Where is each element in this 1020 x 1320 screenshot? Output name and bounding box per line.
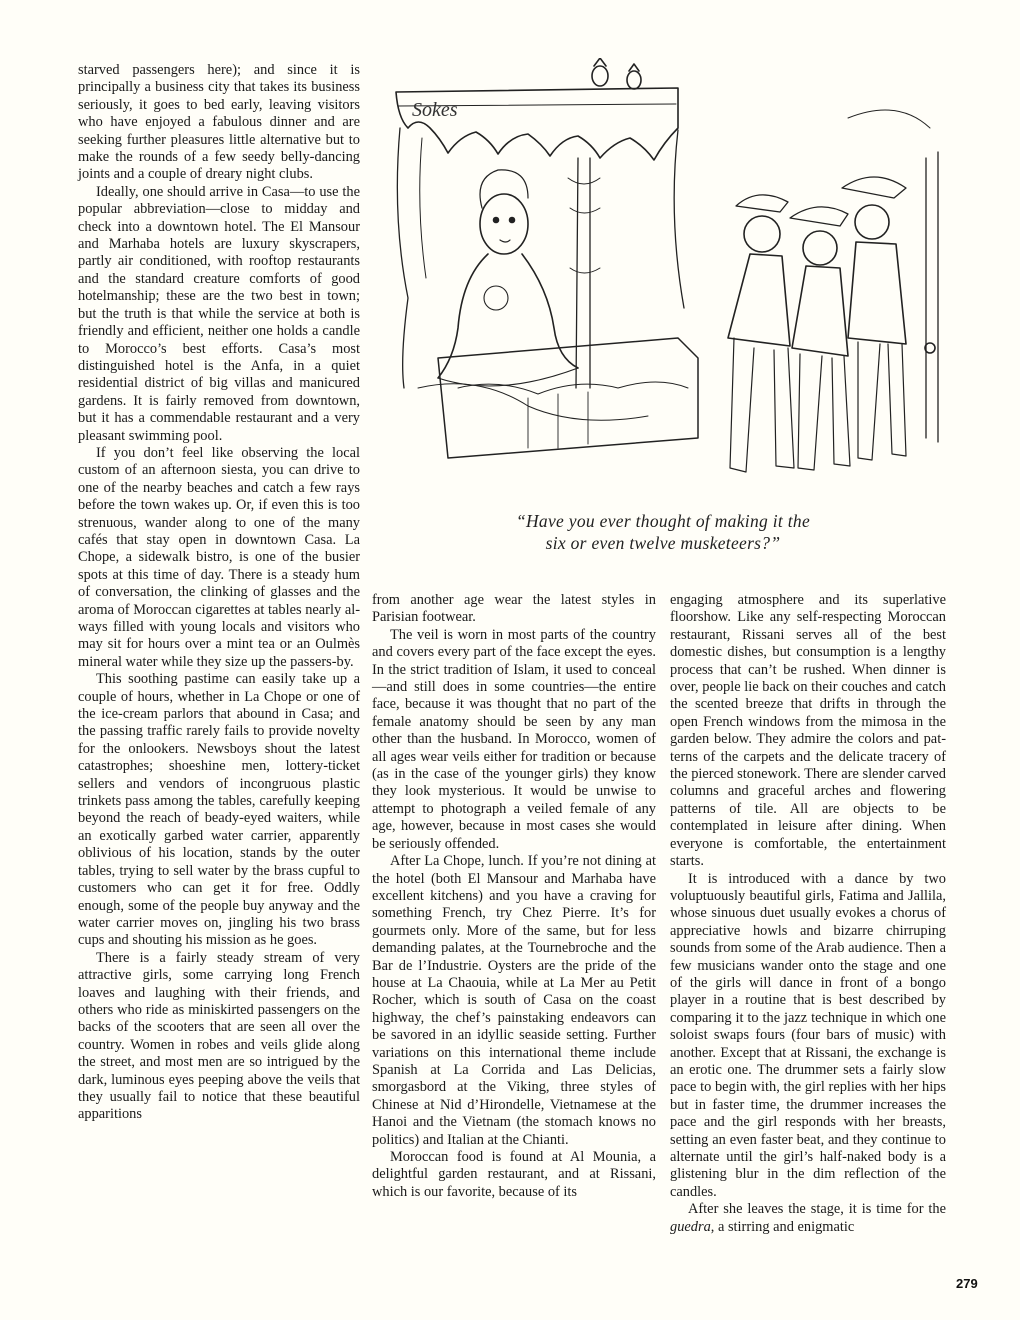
cartoon-caption: [378, 510, 948, 554]
caption-line: “Have you ever thought of making it the: [515, 511, 811, 531]
paragraph: The veil is worn in most parts of the country and covers every part of the face except the eyes. In the strict tradition of Islam, it used to conceal—and still does in some countries—the entire face, because it was thought that no part of the female anatomy should be seen by any man other than the husband. In Morocco, women of all ages wear veils either for tradition or because (as in the case of the younger girls) they know they look mysterious. It would be unwise to attempt to photograph a veiled female of any age, however, because in most cases she would be seriously offended.: [372, 626, 656, 852]
italic-term: guedra: [670, 1218, 711, 1235]
door-frame: [926, 152, 938, 442]
drape: [397, 128, 408, 388]
drape: [674, 130, 684, 308]
musketeer-figure: [790, 207, 850, 470]
paragraph: After La Chope, lunch. If you’re not dining at the hotel (both El Mansour and Marhaba have excellent kitchens) and you have a craving for something French, try Chez Pierre. It’s for gourmets only. More of the same, but for less demanding palates, at the Tournebroche and the Bar de l’Industrie. Oysters are the pride of the house at La Chaouia, while at La Mer au Petit Rocher, which is south of Casa on the coast highway, the chef’s painstaking endeavors can be savored in an idyllic seaside setting. Further variations on this international theme include Spanish at La Corrida and Las Delicias, smorgasbord at the Viking, three styles of Chinese at Nid d’Hirondelle, Vietnamese at the Hanoi and the Vietnam (the stomach knows no politics) and Italian at the Chianti.: [372, 853, 656, 1148]
page-number: 279: [956, 1276, 978, 1291]
cartoon-illustration: [378, 58, 948, 504]
text-run: After she leaves the stage, it is time for the: [688, 1201, 946, 1218]
musketeer-figure: [842, 177, 906, 460]
paragraph: It is introduced with a dance by two voluptuously beautiful girls, Fatima and Jallila, whose sinuous duet usually evokes a chorus of appreciative howls and bizarre chirruping sounds from some of the Arab audience. Then a few musicians wander onto the stage and one of the girls will dance in front of a bongo player in a routine that is best described by comparing it to the jazz technique in which one soloist swaps fours (four bars of music) with another. Except that at Rissani, the exchange is an erotic one. The drummer sets a fairly slow pace to begin with, the girl replies with her hips but in faster time, the drummer increases the pace and the girl responds with her breasts, setting an even faster beat, and they continue to alternate until the girl’s half-naked body is a glistening blur in the dim reflection of the candles.: [670, 870, 946, 1200]
paragraph: Ideally, one should arrive in Casa—to use the popular abbreviation—close to midday and check into a downtown hotel. The El Mansour and Marhaba hotels are luxury skyscrapers, partly air conditioned, with rooftop restaurants and the standard creature comforts of good hotelmanship; these are the two best in town; but the truth is that while the service at both is friendly and efficient, neither one holds a candle to Morocco’s best efforts. Casa’s most distinguished hotel is the Anfa, in a quiet residential district of big villas and manicured gardens. It is fairly removed from downtown, but it has a commendable restaurant and a very pleasant swimming pool.: [78, 183, 360, 444]
paragraph: engaging atmosphere and its superlative floorshow. Like any self-respecting Moroccan restaurant, Rissani serves all of the best domestic dishes, but consumption is a lengthy process that can’t be rushed. When dinner is over, people lie back on their couches and catch the scented breeze that drifts in through the open French windows from the mimosa in the garden below. They admire the colors and patterns of the carpets and the delicate tracery of the pierced stonework. There are slender carved columns and graceful arches and flowering patterns of tile. All are objects to be contemplated in leisure after dining. When everyone is comfortable, the entertainment starts.: [670, 592, 946, 870]
artist-signature: Sokes: [412, 99, 458, 121]
text-column-right: [670, 592, 946, 1236]
finial-icon: [627, 64, 641, 89]
paragraph: This soothing pastime can easily take up a couple of hours, whether in La Chope or one of the ice-cream parlors that abound in Casa; and the passing traffic rarely fails to provide novelty for the onlookers. Newsboys shout the latest catastrophes; shoeshine men, lottery-ticket sellers and vendors of incongruous plastic trinkets pass among the tables, carefully keeping beyond the reach of beady-eyed waiters, while an exotically garbed water carrier, apparently oblivious of his location, stands by the outer tables, trying to sell water by the brass cupful to customers who can get it for free. Oddly enough, some of the people buy anyway and the water carrier moves on, jingling his two brass cups and shouting his mission as he goes.: [78, 671, 360, 949]
text-run: , a stirring and enigmatic: [710, 1218, 855, 1235]
caption-line: six or even twelve musketeers?”: [545, 533, 781, 553]
text-column-left: [78, 62, 360, 1124]
paragraph: starved passengers here); and since it is principally a business city that takes its business seriously, it goes to bed early, leaving visitors who have enjoyed a fabulous dinner and are seeking further pleasures little alternative but to make the rounds of a few seedy belly-dancing joints and a couple of dreary night clubs.: [78, 62, 360, 183]
bed-frame: [438, 338, 698, 458]
text-column-middle: [372, 592, 656, 1201]
paragraph: If you don’t feel like observing the local custom of an afternoon siesta, you can drive to one of the nearby beaches and catch a few rays before the town wakes up. Or, if even this is too strenuous, wander along to one of the many cafés that stay open in downtown Casa. La Chope, a sidewalk bistro, is one of the busier spots at this time of day. There is a steady hum of conversation, the clinking of glasses and the aroma of Moroccan cigarettes at tables nearly always filled with young locals and visitors who may sit for hours over a mint tea or an Oulmès mineral water while they size up the passers-by.: [78, 444, 360, 670]
paragraph: from another age wear the latest styles in Parisian footwear.: [372, 592, 656, 626]
woman-figure: [438, 170, 578, 386]
paragraph: Moroccan food is found at Al Mounia, a delightful garden restaurant, and at Rissani, which is our favorite, because of its: [372, 1149, 656, 1200]
paragraph: There is a fairly steady stream of very attractive girls, some carrying long French loaves and laughing with their friends, and others who ride as miniskirted passengers on the backs of the scooters that are seen all over the country. Women in robes and veils glide along the street, and most men are so intrigued by the dark, luminous eyes peeping above the veils that they usually fail to notice that these beautiful apparitions: [78, 949, 360, 1123]
finial-icon: [592, 58, 608, 86]
musketeer-figure: [728, 195, 794, 472]
paragraph: [670, 1201, 946, 1236]
